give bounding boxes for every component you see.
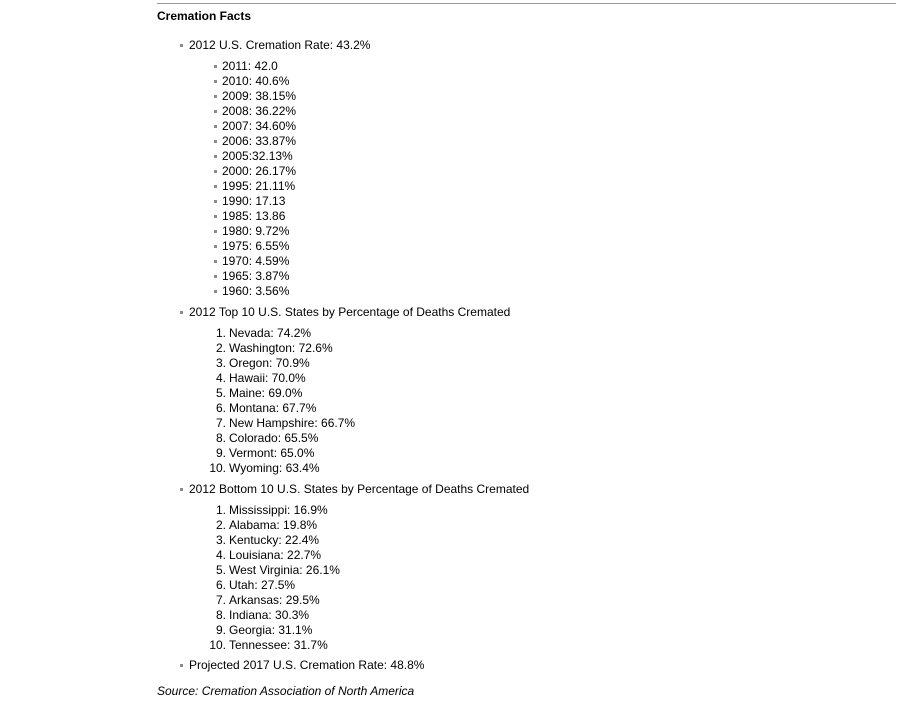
- section-projected: [157, 658, 897, 673]
- state-value: New Hampshire: 66.7%: [229, 416, 356, 430]
- section-label-bottom-states: [157, 482, 897, 497]
- state-value: Hawaii: 70.0%: [229, 371, 306, 385]
- list-item: [157, 563, 897, 578]
- list-item: [222, 59, 897, 74]
- rate-history-value: 1975: 6.55%: [222, 239, 290, 253]
- rank-number: 1.: [215, 503, 226, 517]
- list-item: [157, 341, 897, 356]
- rate-history-value: 2008: 36.22%: [222, 104, 297, 118]
- rank-number: 2.: [215, 341, 226, 355]
- list-item: [222, 209, 897, 224]
- state-value: Mississippi: 16.9%: [229, 503, 328, 517]
- top-states-list: [157, 326, 897, 476]
- rate-history-value: 1990: 17.13: [222, 194, 286, 208]
- state-value: Vermont: 65.0%: [229, 446, 315, 460]
- list-item: [222, 179, 897, 194]
- bottom-states-list: [157, 503, 897, 653]
- rank-number: 8.: [215, 608, 226, 622]
- rank-number: 10.: [209, 638, 226, 652]
- rate-history-value: 1980: 9.72%: [222, 224, 290, 238]
- cremation-rate-label: 2012 U.S. Cremation Rate: 43.2%: [189, 38, 371, 52]
- state-value: Louisiana: 22.7%: [229, 548, 322, 562]
- bullet-icon: [214, 185, 217, 188]
- bullet-icon: [180, 311, 183, 314]
- rate-history-value: 1985: 13.86: [222, 209, 286, 223]
- rank-number: 1.: [215, 326, 226, 340]
- rate-history-value: 2000: 26.17%: [222, 164, 297, 178]
- state-value: West Virginia: 26.1%: [229, 563, 340, 577]
- list-item: [157, 548, 897, 563]
- state-value: Nevada: 74.2%: [229, 326, 312, 340]
- rank-number: 3.: [215, 356, 226, 370]
- bullet-icon: [214, 65, 217, 68]
- state-value: Alabama: 19.8%: [229, 518, 318, 532]
- list-item: [222, 104, 897, 119]
- bullet-icon: [214, 170, 217, 173]
- state-value: Indiana: 30.3%: [229, 608, 310, 622]
- list-item: [222, 74, 897, 89]
- rank-number: 9.: [215, 446, 226, 460]
- list-item: [222, 149, 897, 164]
- state-value: Utah: 27.5%: [229, 578, 296, 592]
- bullet-icon: [214, 215, 217, 218]
- rate-history-list: [157, 59, 897, 299]
- bullet-icon: [180, 488, 183, 491]
- cremation-facts-article: [157, 9, 897, 699]
- list-item: [222, 269, 897, 284]
- list-item: [222, 239, 897, 254]
- bullet-icon: [214, 260, 217, 263]
- rank-number: 3.: [215, 533, 226, 547]
- page-title: Cremation Facts: [157, 9, 252, 23]
- bullet-icon: [214, 275, 217, 278]
- rank-number: 4.: [215, 548, 226, 562]
- rate-history-value: 2010: 40.6%: [222, 74, 290, 88]
- rate-history-value: 2009: 38.15%: [222, 89, 297, 103]
- rate-history-value: 1960: 3.56%: [222, 284, 290, 298]
- bullet-icon: [214, 110, 217, 113]
- bottom-states-label: 2012 Bottom 10 U.S. States by Percentage of Deaths Cremated: [189, 482, 530, 496]
- list-item: [157, 356, 897, 371]
- bullet-icon: [180, 44, 183, 47]
- list-item: [222, 284, 897, 299]
- rate-history-value: 2007: 34.60%: [222, 119, 297, 133]
- list-item: [157, 578, 897, 593]
- list-item: [157, 371, 897, 386]
- list-item: [222, 134, 897, 149]
- bullet-icon: [214, 245, 217, 248]
- list-item: [157, 518, 897, 533]
- rank-number: 7.: [215, 593, 226, 607]
- section-bottom-states: [157, 482, 897, 653]
- state-value: Arkansas: 29.5%: [229, 593, 320, 607]
- rank-number: 2.: [215, 518, 226, 532]
- state-value: Maine: 69.0%: [229, 386, 303, 400]
- list-item: [157, 461, 897, 476]
- section-label-projected: [157, 658, 897, 673]
- bullet-icon: [214, 290, 217, 293]
- list-item: [157, 431, 897, 446]
- top-states-label: 2012 Top 10 U.S. States by Percentage of Deaths Cremated: [189, 305, 511, 319]
- projected-rate-label: Projected 2017 U.S. Cremation Rate: 48.8%: [189, 658, 425, 672]
- state-value: Oregon: 70.9%: [229, 356, 310, 370]
- bullet-icon: [214, 230, 217, 233]
- rank-number: 5.: [215, 563, 226, 577]
- list-item: [222, 89, 897, 104]
- list-item: [222, 224, 897, 239]
- list-item: [157, 326, 897, 341]
- list-item: [157, 638, 897, 653]
- list-item: [157, 608, 897, 623]
- source-citation: Source: Cremation Association of North America: [157, 684, 415, 698]
- bullet-icon: [214, 125, 217, 128]
- section-label-cremation-rate: [157, 38, 897, 53]
- list-item: [222, 194, 897, 209]
- bullet-icon: [214, 200, 217, 203]
- list-item: [157, 533, 897, 548]
- rate-history-value: 1970: 4.59%: [222, 254, 290, 268]
- state-value: Georgia: 31.1%: [229, 623, 313, 637]
- state-value: Colorado: 65.5%: [229, 431, 319, 445]
- rank-number: 8.: [215, 431, 226, 445]
- section-label-top-states: [157, 305, 897, 320]
- list-item: [157, 623, 897, 638]
- bullet-icon: [214, 80, 217, 83]
- section-top-states: [157, 305, 897, 476]
- state-value: Wyoming: 63.4%: [229, 461, 320, 475]
- list-item: [222, 254, 897, 269]
- state-value: Kentucky: 22.4%: [229, 533, 320, 547]
- list-item: [157, 446, 897, 461]
- state-value: Montana: 67.7%: [229, 401, 317, 415]
- rank-number: 6.: [215, 401, 226, 415]
- rate-history-value: 2011: 42.0: [222, 59, 278, 73]
- list-item: [222, 119, 897, 134]
- rank-number: 6.: [215, 578, 226, 592]
- bullet-icon: [214, 95, 217, 98]
- top-divider: [157, 3, 896, 4]
- state-value: Washington: 72.6%: [229, 341, 333, 355]
- list-item: [157, 593, 897, 608]
- section-cremation-rate: [157, 38, 897, 299]
- list-item: [157, 503, 897, 518]
- rank-number: 9.: [215, 623, 226, 637]
- rate-history-value: 2005:32.13%: [222, 149, 293, 163]
- rate-history-value: 2006: 33.87%: [222, 134, 297, 148]
- list-item: [157, 416, 897, 431]
- bullet-icon: [180, 664, 183, 667]
- bullet-icon: [214, 140, 217, 143]
- list-item: [157, 386, 897, 401]
- rate-history-value: 1995: 21.11%: [222, 179, 296, 193]
- rank-number: 7.: [215, 416, 226, 430]
- rate-history-value: 1965: 3.87%: [222, 269, 290, 283]
- state-value: Tennessee: 31.7%: [229, 638, 328, 652]
- rank-number: 5.: [215, 386, 226, 400]
- list-item: [222, 164, 897, 179]
- list-item: [157, 401, 897, 416]
- bullet-icon: [214, 155, 217, 158]
- rank-number: 10.: [209, 461, 226, 475]
- rank-number: 4.: [215, 371, 226, 385]
